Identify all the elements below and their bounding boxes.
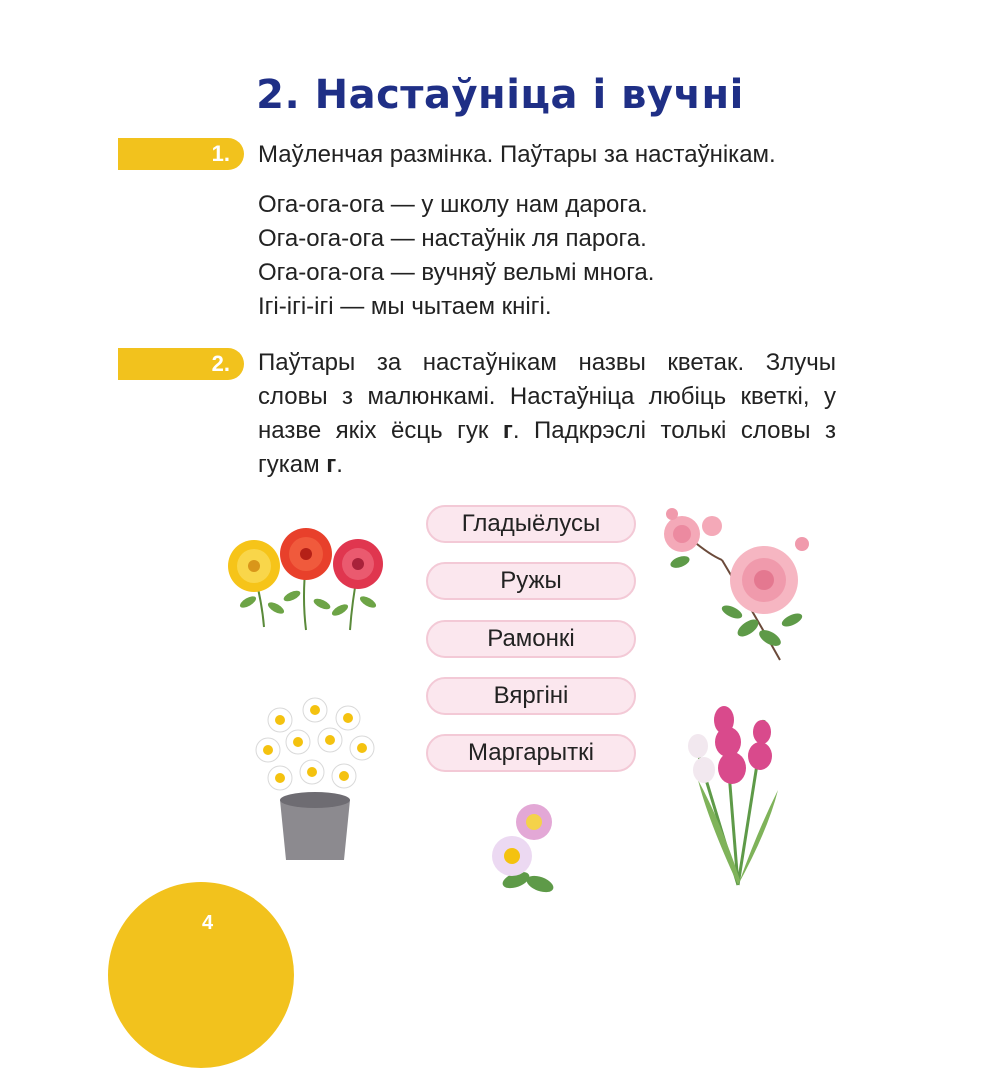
word-card-asters[interactable]: Маргарыткі: [426, 734, 636, 772]
task-2-number: 2.: [211, 351, 230, 376]
task-1-poem: [258, 188, 836, 324]
roses-illustration[interactable]: [652, 500, 812, 665]
word-card-gladiolus[interactable]: Гладыёлусы: [426, 505, 636, 543]
sound-letter: г: [326, 451, 337, 478]
dahlias-illustration[interactable]: [218, 522, 393, 632]
gladiolus-illustration[interactable]: [668, 680, 798, 890]
page-number: 4: [202, 912, 214, 934]
word-card-dahlias[interactable]: Вяргіні: [426, 677, 636, 715]
task-1-badge: [118, 138, 244, 170]
poem-line: Ігі-ігі-ігі — мы чытаем кнігі.: [258, 293, 552, 320]
poem-line: Ога-ога-ога — настаўнік ля парога.: [258, 225, 647, 252]
daisies-pot-illustration[interactable]: [240, 690, 390, 865]
task-2-badge: [118, 348, 244, 380]
task-1-instruction: Маўленчая размінка. Паўтары за настаўнікам.: [258, 141, 776, 168]
word-card-roses[interactable]: Ружы: [426, 562, 636, 600]
page-number-badge: [108, 882, 294, 1068]
task-2-text: . Падкрэслі толькі словы з гукам: [258, 417, 836, 478]
poem-line: Ога-ога-ога — вучняў вельмі многа.: [258, 259, 655, 286]
page-title: 2. Настаўніца і вучні: [256, 72, 744, 118]
sound-letter: г: [502, 417, 513, 444]
task-2-text: .: [336, 451, 343, 478]
poem-line: Ога-ога-ога — у школу нам дарога.: [258, 191, 648, 218]
task-2-text: Паўтары за настаўнікам назвы кветак. Злучы словы з малюнкамі. Настаўніца любіць кветкі, у назве якіх ёсць гук: [258, 349, 836, 444]
word-card-daisies[interactable]: Рамонкі: [426, 620, 636, 658]
task-2-instruction: [258, 346, 836, 482]
task-1-number: 1.: [211, 141, 230, 166]
asters-illustration[interactable]: [486, 800, 566, 900]
